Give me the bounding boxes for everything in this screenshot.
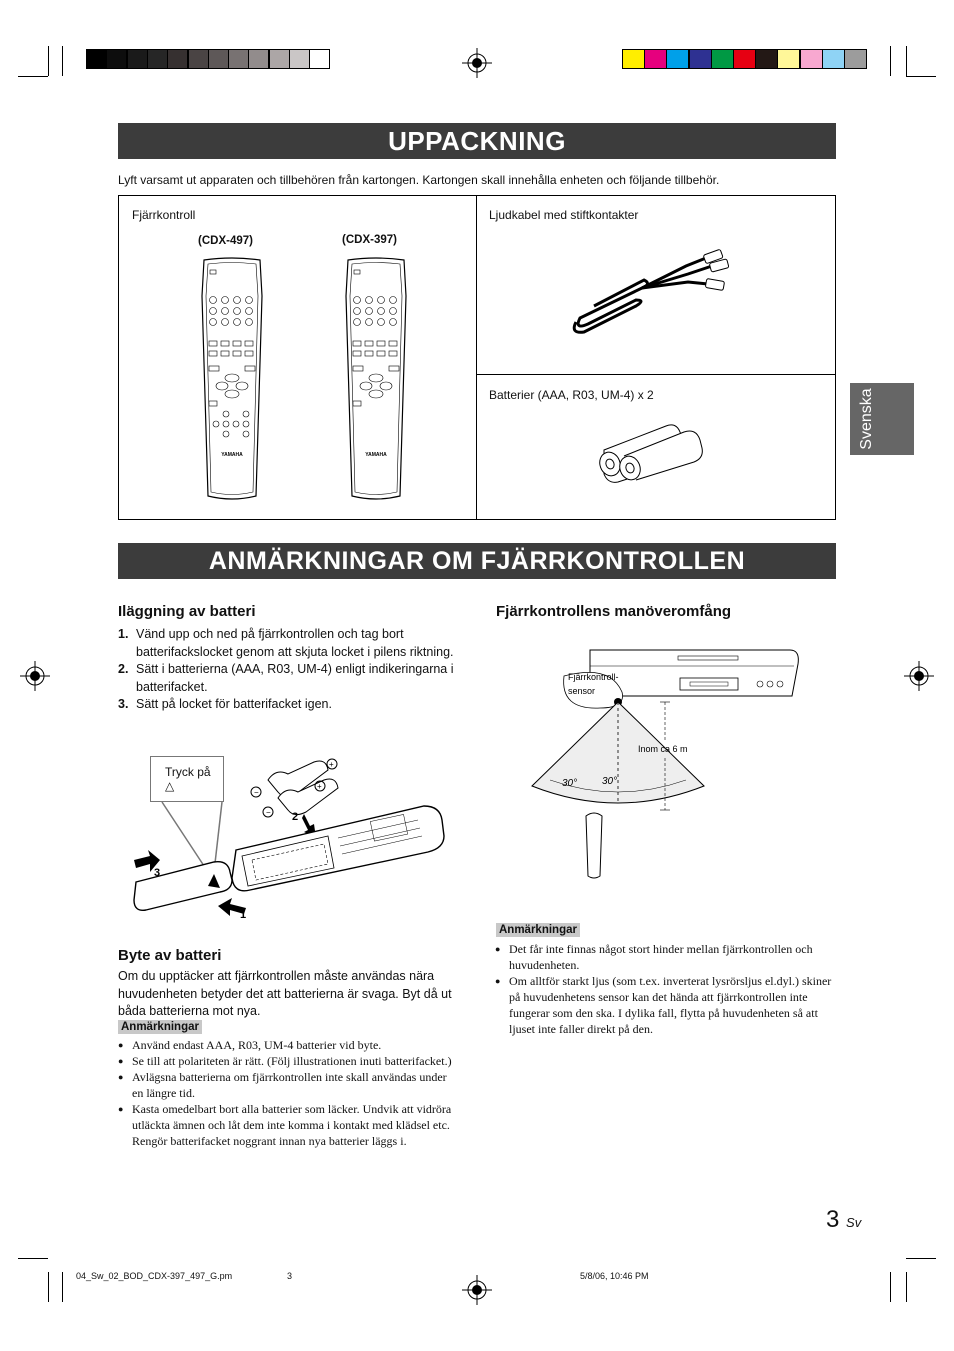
distance-label: Inom ca 6 m <box>638 744 688 754</box>
remote-label: Fjärrkontroll <box>132 208 196 222</box>
page-language: Sv <box>846 1215 862 1230</box>
color-swatch <box>666 49 689 69</box>
gray-swatch <box>228 49 249 69</box>
gray-swatch <box>309 49 330 69</box>
unpack-intro: Lyft varsamt ut apparaten och tillbehören från kartongen. Kartongen skall innehålla enheten och följande tillbehör. <box>118 173 720 187</box>
gray-swatch <box>248 49 269 69</box>
gray-swatch <box>289 49 310 69</box>
language-side-tab-label: Svenska <box>858 388 875 450</box>
callout-number: 2 <box>292 811 299 823</box>
footer-file-name: 04_Sw_02_BOD_CDX-397_497_G.pm <box>76 1271 233 1281</box>
battery-insertion-illustration <box>128 750 448 925</box>
color-swatch <box>733 49 756 69</box>
gray-swatch <box>188 49 209 69</box>
step-item: 1. Vänd upp och ned på fjärrkontrollen och tag bort batterifackslocket genom att skjuta locket i pilens riktning. <box>118 627 454 659</box>
footer-date: 5/8/06, 10:46 PM <box>580 1271 649 1281</box>
angle-label-left: 30° <box>562 778 578 789</box>
callout-number: 1 <box>240 909 247 921</box>
sensor-label: Fjärrkontroll- <box>568 672 619 682</box>
color-swatch <box>711 49 734 69</box>
cable-label: Ljudkabel med stiftkontakter <box>489 208 639 222</box>
replace-battery-text: Om du upptäcker att fjärrkontrollen måste användas nära huvudenheten betyder det att batterierna är svaga. Byt då ut båda batterierna mot nya. <box>118 969 452 1018</box>
note-item: ● Se till att polariteten är rätt. (Följ illustrationen inuti batterifacket.) <box>118 1053 456 1069</box>
note-item: ● Avlägsna batterierna om fjärrkontrollen inte skall användas under en längre tid. <box>118 1069 456 1101</box>
registration-mark-icon <box>20 661 50 691</box>
page-number-value: 3 <box>826 1206 840 1233</box>
accessories-divider-vertical <box>476 195 477 520</box>
range-heading: Fjärrkontrollens manöveromfång <box>496 603 732 620</box>
language-side-tab <box>850 383 914 455</box>
svg-text:+: + <box>329 760 334 769</box>
replace-battery-heading: Byte av batteri <box>118 947 222 964</box>
audio-cable-icon <box>566 244 736 344</box>
registration-mark-icon <box>904 661 934 691</box>
gray-swatch <box>127 49 148 69</box>
footer-page: 3 <box>287 1271 293 1281</box>
batteries-icon <box>594 420 706 484</box>
svg-text:−: − <box>266 808 271 817</box>
gray-swatch <box>147 49 168 69</box>
battery-label: Batterier (AAA, R03, UM-4) x 2 <box>489 388 654 402</box>
registration-mark-icon <box>462 48 492 78</box>
note-item: ● Använd endast AAA, R03, UM-4 batterier vid byte. <box>118 1037 456 1053</box>
remote-brand-label: YAMAHA <box>365 452 387 458</box>
note-item: ● Kasta omedelbart bort alla batterier som läcker. Undvik att vidröra utläckta ämnen och låt dem inte komma i kontakt med klädsel etc. Rengör batterifacket noggrant innan nya batterier läggs i. <box>118 1101 456 1149</box>
color-swatch <box>644 49 667 69</box>
step-item: 2. Sätt i batterierna (AAA, R03, UM-4) enligt indikeringarna i batterifacket. <box>118 662 454 694</box>
gray-swatch <box>86 49 107 69</box>
range-notes-list <box>495 941 837 1037</box>
insert-battery-heading: Iläggning av batteri <box>118 603 256 620</box>
color-swatch <box>777 49 800 69</box>
notes-tag-range: Anmärkningar <box>496 923 580 937</box>
model-label-cdx497: (CDX-497) <box>198 235 253 247</box>
section-banner-uppackning: UPPACKNING <box>118 123 836 159</box>
sensor-label: sensor <box>568 686 596 696</box>
registration-mark-icon <box>462 1275 492 1305</box>
remote-control-cdx497-icon <box>198 256 266 504</box>
model-label-cdx397: (CDX-397) <box>342 234 397 246</box>
battery-notes-list <box>118 1037 456 1149</box>
svg-text:−: − <box>254 788 259 797</box>
gray-swatch <box>106 49 127 69</box>
press-callout-text: Tryck på <box>165 765 211 779</box>
color-swatch <box>689 49 712 69</box>
color-swatch <box>622 49 645 69</box>
insert-steps-list <box>118 626 463 714</box>
color-swatch <box>844 49 867 69</box>
callout-number: 3 <box>154 867 161 879</box>
accessories-divider-horizontal <box>476 374 836 375</box>
svg-text:+: + <box>317 782 322 791</box>
section-banner-remote-notes: ANMÄRKNINGAR OM FJÄRRKONTROLLEN <box>118 543 836 579</box>
color-swatch <box>755 49 778 69</box>
remote-range-diagram <box>510 644 805 884</box>
remote-brand-label: YAMAHA <box>221 452 243 458</box>
remote-control-cdx397-icon <box>342 256 410 504</box>
color-swatch <box>822 49 845 69</box>
page-number <box>826 1206 861 1234</box>
step-item: 3. Sätt på locket för batterifacket igen. <box>118 697 332 711</box>
color-swatch <box>800 49 823 69</box>
gray-swatch <box>167 49 188 69</box>
press-triangle-icon: △ <box>165 779 175 793</box>
notes-tag-battery: Anmärkningar <box>118 1020 202 1034</box>
gray-swatch <box>269 49 290 69</box>
note-item: ● Om alltför starkt ljus (som t.ex. inverterat lysrörsljus el.dyl.) skiner på huvudenhetens sensor kan det hända att fjärrkontrollen inte fungerar som den ska. I dylika fall, flytta på huvudenheten så att ljuset inte faller direkt på den. <box>495 973 837 1037</box>
angle-label-right: 30° <box>602 776 618 787</box>
gray-swatch <box>208 49 229 69</box>
note-item: ● Det får inte finnas något stort hinder mellan fjärrkontrollen och huvudenheten. <box>495 941 837 973</box>
